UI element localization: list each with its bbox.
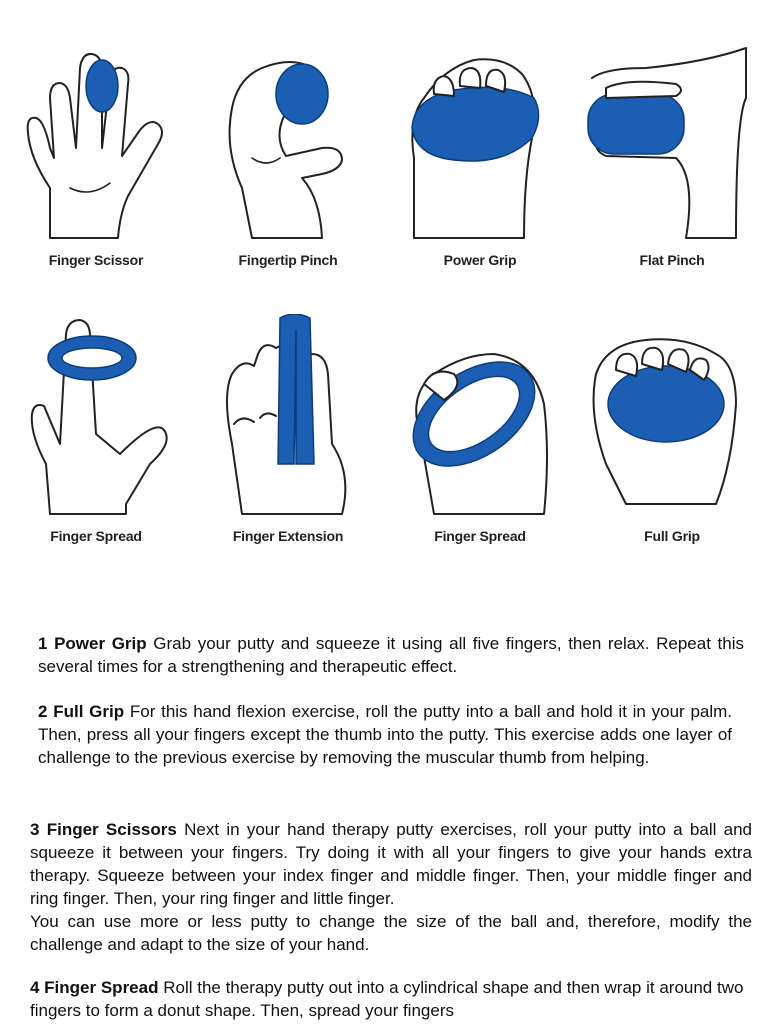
paragraph-body: Grab your putty and squeeze it using all five fingers, then relax. Repeat this several times for a strengthening and therapeutic effect. <box>38 634 744 676</box>
exercise-caption: Finger Spread <box>50 528 142 544</box>
paragraph-heading: 3 Finger Scissors <box>30 820 177 839</box>
paragraph-heading: 4 Finger Spread <box>30 978 159 997</box>
flat-pinch-hand-icon <box>586 38 758 250</box>
exercise-card <box>384 296 576 566</box>
paragraph-body-extra: You can use more or less putty to change the size of the ball and, therefore, modify the challenge and adapt to the size of your hand. <box>30 912 752 954</box>
exercise-card <box>576 296 768 566</box>
exercise-card <box>192 20 384 290</box>
finger-spread-loop-hand-icon <box>394 314 566 526</box>
finger-scissor-hand-icon <box>10 38 182 250</box>
finger-spread-hand-icon <box>10 314 182 526</box>
exercise-card <box>576 20 768 290</box>
exercise-card <box>0 296 192 566</box>
paragraph-finger-spread <box>30 976 752 1022</box>
paragraph-power-grip <box>38 632 744 678</box>
exercise-card <box>0 20 192 290</box>
fingertip-pinch-hand-icon <box>202 38 374 250</box>
full-grip-hand-icon <box>586 314 758 526</box>
finger-extension-hand-icon <box>202 314 374 526</box>
paragraph-body: Roll the therapy putty out into a cylindrical shape and then wrap it around two fingers to form a donut shape. Then, spread your fingers <box>30 978 744 1020</box>
exercise-caption: Fingertip Pinch <box>238 252 338 268</box>
paragraph-body: For this hand flexion exercise, roll the putty into a ball and hold it in your palm. Then, press all your fingers except the thumb into the putty. This exercise adds one layer of challenge to the previous exercise by removing the muscular thumb from helping. <box>38 702 733 767</box>
paragraph-heading: 1 Power Grip <box>38 634 147 653</box>
paragraph-finger-scissors <box>30 818 752 956</box>
paragraph-full-grip <box>38 700 732 769</box>
exercise-caption: Finger Scissor <box>48 252 144 268</box>
exercise-caption: Finger Extension <box>232 528 344 544</box>
exercise-caption: Finger Spread <box>434 528 526 544</box>
exercise-card <box>192 296 384 566</box>
exercise-caption: Full Grip <box>644 528 700 544</box>
power-grip-hand-icon <box>394 38 566 250</box>
exercise-caption: Power Grip <box>443 252 517 268</box>
exercise-card <box>384 20 576 290</box>
exercise-caption: Flat Pinch <box>639 252 705 268</box>
paragraph-body: Next in your hand therapy putty exercises, roll your putty into a ball and squeeze it between your fingers. Try doing it with all your fingers to give your hands extra therapy. Squeeze between your index finger and middle finger. Then, your middle finger and ring finger. Then, your ring finger and little finger. <box>30 820 752 908</box>
paragraph-heading: 2 Full Grip <box>38 702 125 721</box>
